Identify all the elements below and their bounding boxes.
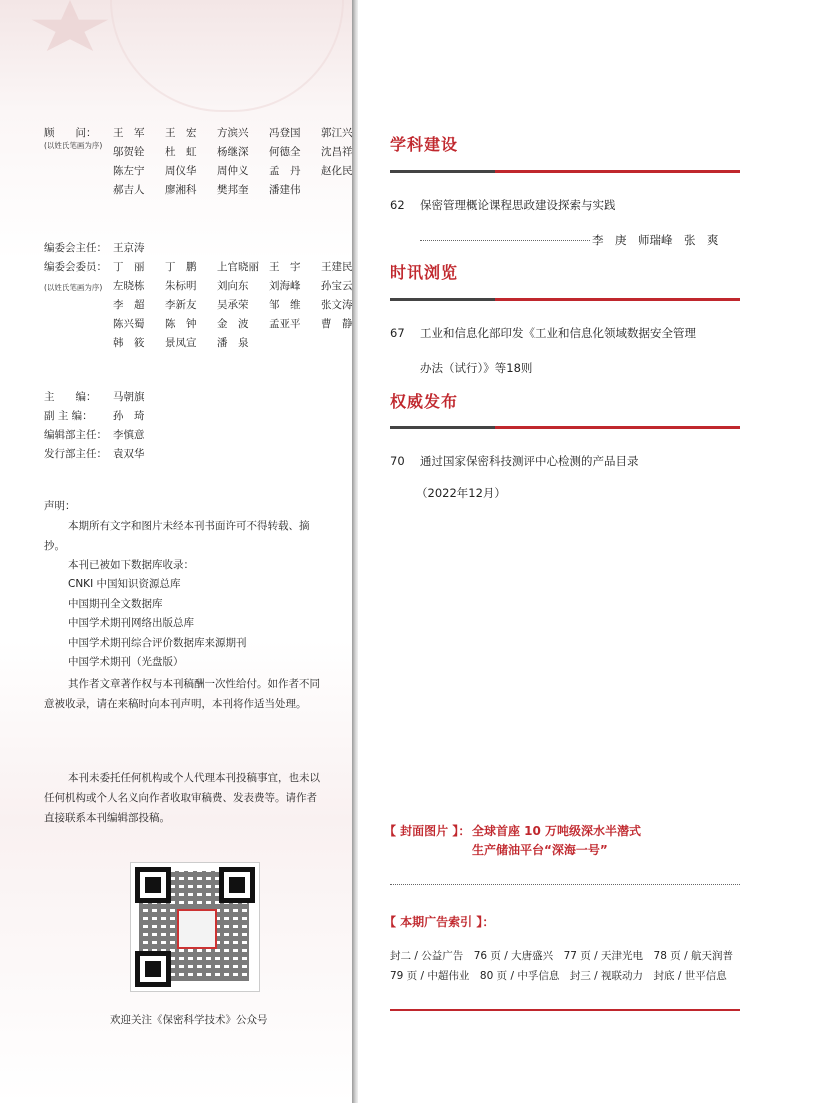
person-name: 刘向东 bbox=[217, 280, 249, 292]
staff-role-label: 主 编： bbox=[44, 391, 97, 403]
person-name: 邹 维 bbox=[269, 299, 301, 311]
person-name: 冯登国 bbox=[269, 127, 301, 139]
toc-title: 通过国家保密科技测评中心检测的产品目录 bbox=[420, 454, 639, 468]
qr-logo-icon bbox=[177, 909, 217, 949]
person-name: 王 军 bbox=[113, 127, 145, 139]
qr-finder-icon bbox=[135, 951, 171, 987]
qr-finder-icon bbox=[135, 867, 171, 903]
toc-page-number: 67 bbox=[390, 326, 405, 340]
staff-name: 袁双华 bbox=[113, 448, 145, 460]
person-name: 何德全 bbox=[269, 146, 301, 158]
masthead-panel bbox=[0, 0, 352, 1103]
person-name: 吴承荣 bbox=[217, 299, 249, 311]
name-row bbox=[113, 315, 352, 334]
committee-sort-note: (以姓氏笔画为序) bbox=[44, 283, 103, 292]
ads-index-line2: 79 页 / 中超伟业 80 页 / 中孚信息 封三 / 视联动力 封底 / 世平信息 bbox=[390, 970, 727, 982]
name-row bbox=[113, 162, 352, 181]
database-item: CNKI 中国知识资源总库 bbox=[68, 578, 181, 590]
person-name: 方滨兴 bbox=[217, 127, 249, 139]
statement-title: 声明： bbox=[44, 500, 76, 512]
cover-caption-line1: 全球首座 10 万吨级深水半潜式 bbox=[472, 824, 642, 838]
name-row bbox=[113, 296, 352, 315]
ads-label: 【 本期广告索引 】： bbox=[384, 915, 495, 929]
person-name: 李 超 bbox=[113, 299, 145, 311]
database-item: 中国期刊全文数据库 bbox=[68, 597, 163, 610]
name-row bbox=[113, 334, 352, 353]
person-name bbox=[269, 334, 321, 353]
committee-director-name: 王京涛 bbox=[113, 242, 145, 254]
database-item: 中国学术期刊网络出版总库 bbox=[68, 617, 194, 629]
star-emblem-icon bbox=[30, 0, 110, 56]
person-name: 潘 泉 bbox=[217, 337, 249, 349]
person-name: 杨继深 bbox=[217, 146, 249, 158]
person-name: 郝吉人 bbox=[113, 184, 145, 196]
person-name: 沈昌祥 bbox=[321, 146, 352, 158]
person-name: 郭江兴 bbox=[321, 127, 352, 139]
person-name: 陈 钟 bbox=[165, 318, 197, 330]
toc-page-number: 62 bbox=[390, 198, 405, 212]
section-divider bbox=[390, 426, 740, 429]
section-title: 学科建设 bbox=[390, 135, 459, 154]
leader-dots bbox=[420, 240, 590, 241]
toc-title: 保密管理概论课程思政建设探索与实践 bbox=[420, 198, 616, 212]
committee-members-label: 编委会委员： bbox=[44, 261, 107, 273]
wechat-qr-code[interactable] bbox=[130, 862, 260, 992]
section-divider bbox=[390, 298, 740, 301]
toc-title-continued: 办法（试行）》等18则 bbox=[420, 361, 533, 375]
ads-index-line1: 封二 / 公益广告 76 页 / 大唐盛兴 77 页 / 天津光电 78 页 / 航天润普 bbox=[390, 950, 733, 962]
staff-name: 孙 琦 bbox=[113, 410, 145, 422]
section-divider bbox=[390, 170, 740, 173]
name-row bbox=[113, 181, 352, 200]
person-name: 张文涛 bbox=[321, 299, 352, 311]
person-name bbox=[321, 334, 352, 353]
person-name: 金 波 bbox=[217, 318, 249, 330]
person-name: 左晓栋 bbox=[113, 280, 145, 292]
section-title: 时讯浏览 bbox=[390, 263, 459, 282]
statement-copyright: 本期所有文字和图片未经本刊书面许可不得转载、摘抄。 bbox=[44, 520, 310, 552]
staff-name: 李慎意 bbox=[113, 429, 145, 441]
statement-no-agent: 本刊未委托任何机构或个人代理本刊投稿事宜，也未以任何机构或个人名义向作者收取审稿费、发表费等。请作者直接联系本刊编辑部投稿。 bbox=[44, 772, 320, 824]
person-name: 周仲义 bbox=[217, 165, 249, 177]
section-title: 权威发布 bbox=[390, 392, 459, 411]
qr-caption: 欢迎关注《保密科学技术》公众号 bbox=[110, 1014, 268, 1026]
person-name: 陈左宁 bbox=[113, 165, 145, 177]
person-name: 王建民 bbox=[321, 261, 352, 273]
database-item: 中国学术期刊综合评价数据库来源期刊 bbox=[68, 636, 247, 649]
person-name bbox=[321, 181, 352, 200]
toc-page-number: 70 bbox=[390, 454, 405, 468]
toc-entry[interactable] bbox=[390, 453, 639, 469]
person-name: 上官晓丽 bbox=[217, 261, 259, 273]
cover-caption-line2: 生产储油平台“深海一号” bbox=[472, 843, 608, 857]
person-name: 周仪华 bbox=[165, 165, 197, 177]
person-name: 韩 筱 bbox=[113, 337, 145, 349]
toc-entry[interactable] bbox=[390, 325, 696, 341]
toc-authors: 李 庚 师瑞峰 张 爽 bbox=[592, 233, 719, 247]
cover-divider bbox=[390, 884, 740, 885]
person-name: 孙宝云 bbox=[321, 280, 352, 292]
toc-entry[interactable] bbox=[390, 197, 616, 213]
staff-name: 马朝旗 bbox=[113, 391, 145, 403]
advisors-sort-note: (以姓氏笔画为序) bbox=[44, 141, 103, 150]
person-name: 丁 丽 bbox=[113, 261, 145, 273]
person-name: 王 宇 bbox=[269, 261, 301, 273]
person-name: 王 宏 bbox=[165, 127, 197, 139]
person-name: 邬贺铨 bbox=[113, 146, 145, 158]
statement-author-rights: 其作者文章著作权与本刊稿酬一次性给付。如作者不同意被收录，请在来稿时向本刊声明，本刊将作适当处理。 bbox=[44, 678, 320, 710]
name-row bbox=[113, 277, 352, 296]
name-row bbox=[113, 258, 352, 277]
person-name: 孟亚平 bbox=[269, 318, 301, 330]
person-name: 丁 鹏 bbox=[165, 261, 197, 273]
person-name: 潘建伟 bbox=[269, 184, 301, 196]
contents-panel bbox=[358, 0, 820, 1103]
person-name: 陈兴蜀 bbox=[113, 318, 145, 330]
staff-role-label: 发行部主任： bbox=[44, 448, 107, 460]
footer-divider bbox=[390, 1009, 740, 1011]
person-name: 廖湘科 bbox=[165, 184, 197, 196]
person-name: 孟 丹 bbox=[269, 165, 301, 177]
name-row bbox=[113, 143, 352, 162]
person-name: 杜 虹 bbox=[165, 146, 197, 158]
committee-director-label: 编委会主任： bbox=[44, 242, 107, 254]
staff-role-label: 编辑部主任： bbox=[44, 429, 107, 441]
staff-role-label: 副 主 编： bbox=[44, 410, 93, 422]
emblem-background-icon bbox=[110, 0, 344, 112]
name-row bbox=[113, 124, 352, 143]
toc-title: 工业和信息化部印发《工业和信息化领域数据安全管理 bbox=[420, 326, 696, 340]
toc-title-continued: （2022年12月） bbox=[416, 486, 506, 500]
person-name: 李新友 bbox=[165, 299, 197, 311]
statement-database-intro: 本刊已被如下数据库收录： bbox=[68, 559, 194, 571]
person-name: 赵化民 bbox=[321, 165, 352, 177]
database-item: 中国学术期刊（光盘版） bbox=[68, 656, 184, 668]
person-name: 曹 静 bbox=[321, 318, 352, 330]
cover-label: 【 封面图片 】： bbox=[384, 824, 471, 838]
advisors-label: 顾 问： bbox=[44, 127, 97, 139]
person-name: 刘海峰 bbox=[269, 280, 301, 292]
person-name: 朱标明 bbox=[165, 280, 197, 292]
person-name: 景凤宣 bbox=[165, 337, 197, 349]
person-name: 樊邦奎 bbox=[217, 184, 249, 196]
qr-finder-icon bbox=[219, 867, 255, 903]
